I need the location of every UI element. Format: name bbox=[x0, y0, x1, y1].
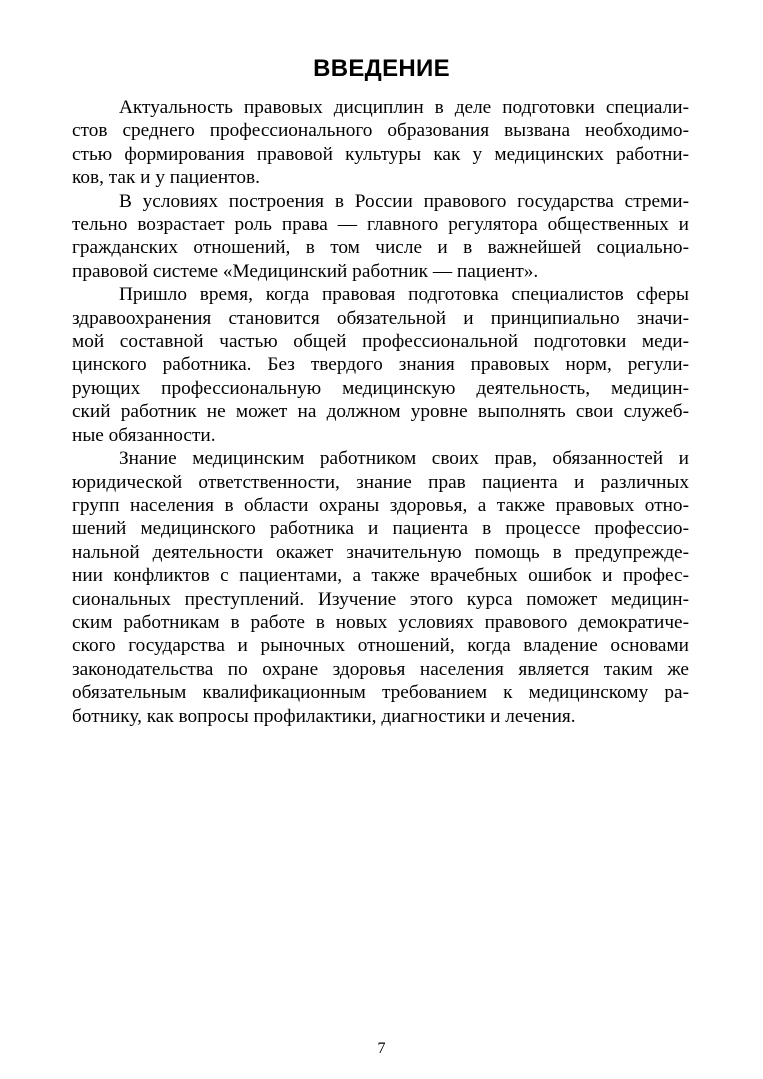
text-line: ков, так и у пациентов. bbox=[72, 167, 260, 189]
text-line: обязательным квалификационным требованием к медицинскому ра- bbox=[72, 682, 689, 704]
text-line: ского государства и рыночных отношений, когда владение основами bbox=[72, 635, 689, 657]
text-line: законодательства по охране здоровья населения является таким же bbox=[72, 658, 689, 680]
text-line: Знание медицинским работником своих прав, обязанностей и bbox=[119, 448, 689, 470]
text-line: мой составной частью общей профессиональной подготовки меди- bbox=[72, 331, 689, 353]
text-line: здравоохранения становится обязательной и принципиально значи- bbox=[72, 307, 689, 329]
text-line: гражданских отношений, в том числе и в важнейшей социально- bbox=[72, 237, 689, 259]
text-line: правовой системе «Медицинский работник — пациент». bbox=[72, 260, 539, 282]
text-line: цинского работника. Без твердого знания правовых норм, регули- bbox=[72, 354, 689, 376]
paragraph bbox=[72, 190, 689, 284]
paragraph bbox=[72, 283, 689, 447]
page-number: 7 bbox=[377, 1040, 386, 1057]
body-text bbox=[72, 96, 689, 728]
text-line: ные обязанности. bbox=[72, 424, 216, 446]
text-line: стью формирования правовой культуры как у медицинских работни- bbox=[72, 143, 689, 165]
text-line: Пришло время, когда правовая подготовка специалистов сферы bbox=[119, 284, 689, 306]
text-line: ским работникам в работе в новых условиях правового демократиче- bbox=[72, 611, 689, 633]
paragraph bbox=[72, 447, 689, 728]
paragraph bbox=[72, 96, 689, 190]
text-line: В условиях построения в России правового государства стреми- bbox=[119, 190, 689, 212]
text-line: ский работник не может на должном уровне выполнять свои служеб- bbox=[72, 401, 689, 423]
text-line: тельно возрастает роль права — главного регулятора общественных и bbox=[72, 214, 689, 236]
text-line: нии конфликтов с пациентами, а также врачебных ошибок и профес- bbox=[72, 565, 689, 587]
text-line: ботнику, как вопросы профилактики, диагностики и лечения. bbox=[72, 705, 576, 727]
text-line: сиональных преступлений. Изучение этого курса поможет медицин- bbox=[72, 588, 689, 610]
text-line: стов среднего профессионального образования вызвана необходимо- bbox=[72, 120, 689, 142]
text-line: рующих профессиональную медицинскую деятельность, медицин- bbox=[72, 377, 689, 399]
text-line: Актуальность правовых дисциплин в деле подготовки специали- bbox=[119, 97, 689, 118]
page-title: ВВЕДЕНИЕ bbox=[313, 55, 450, 82]
text-line: групп населения в области охраны здоровья, а также правовых отно- bbox=[72, 494, 689, 516]
text-line: нальной деятельности окажет значительную помощь в предупрежде- bbox=[72, 541, 689, 563]
text-line: юридической ответственности, знание прав пациента и различных bbox=[72, 471, 689, 493]
text-line: шений медицинского работника и пациента в процессе профессио- bbox=[72, 518, 689, 540]
